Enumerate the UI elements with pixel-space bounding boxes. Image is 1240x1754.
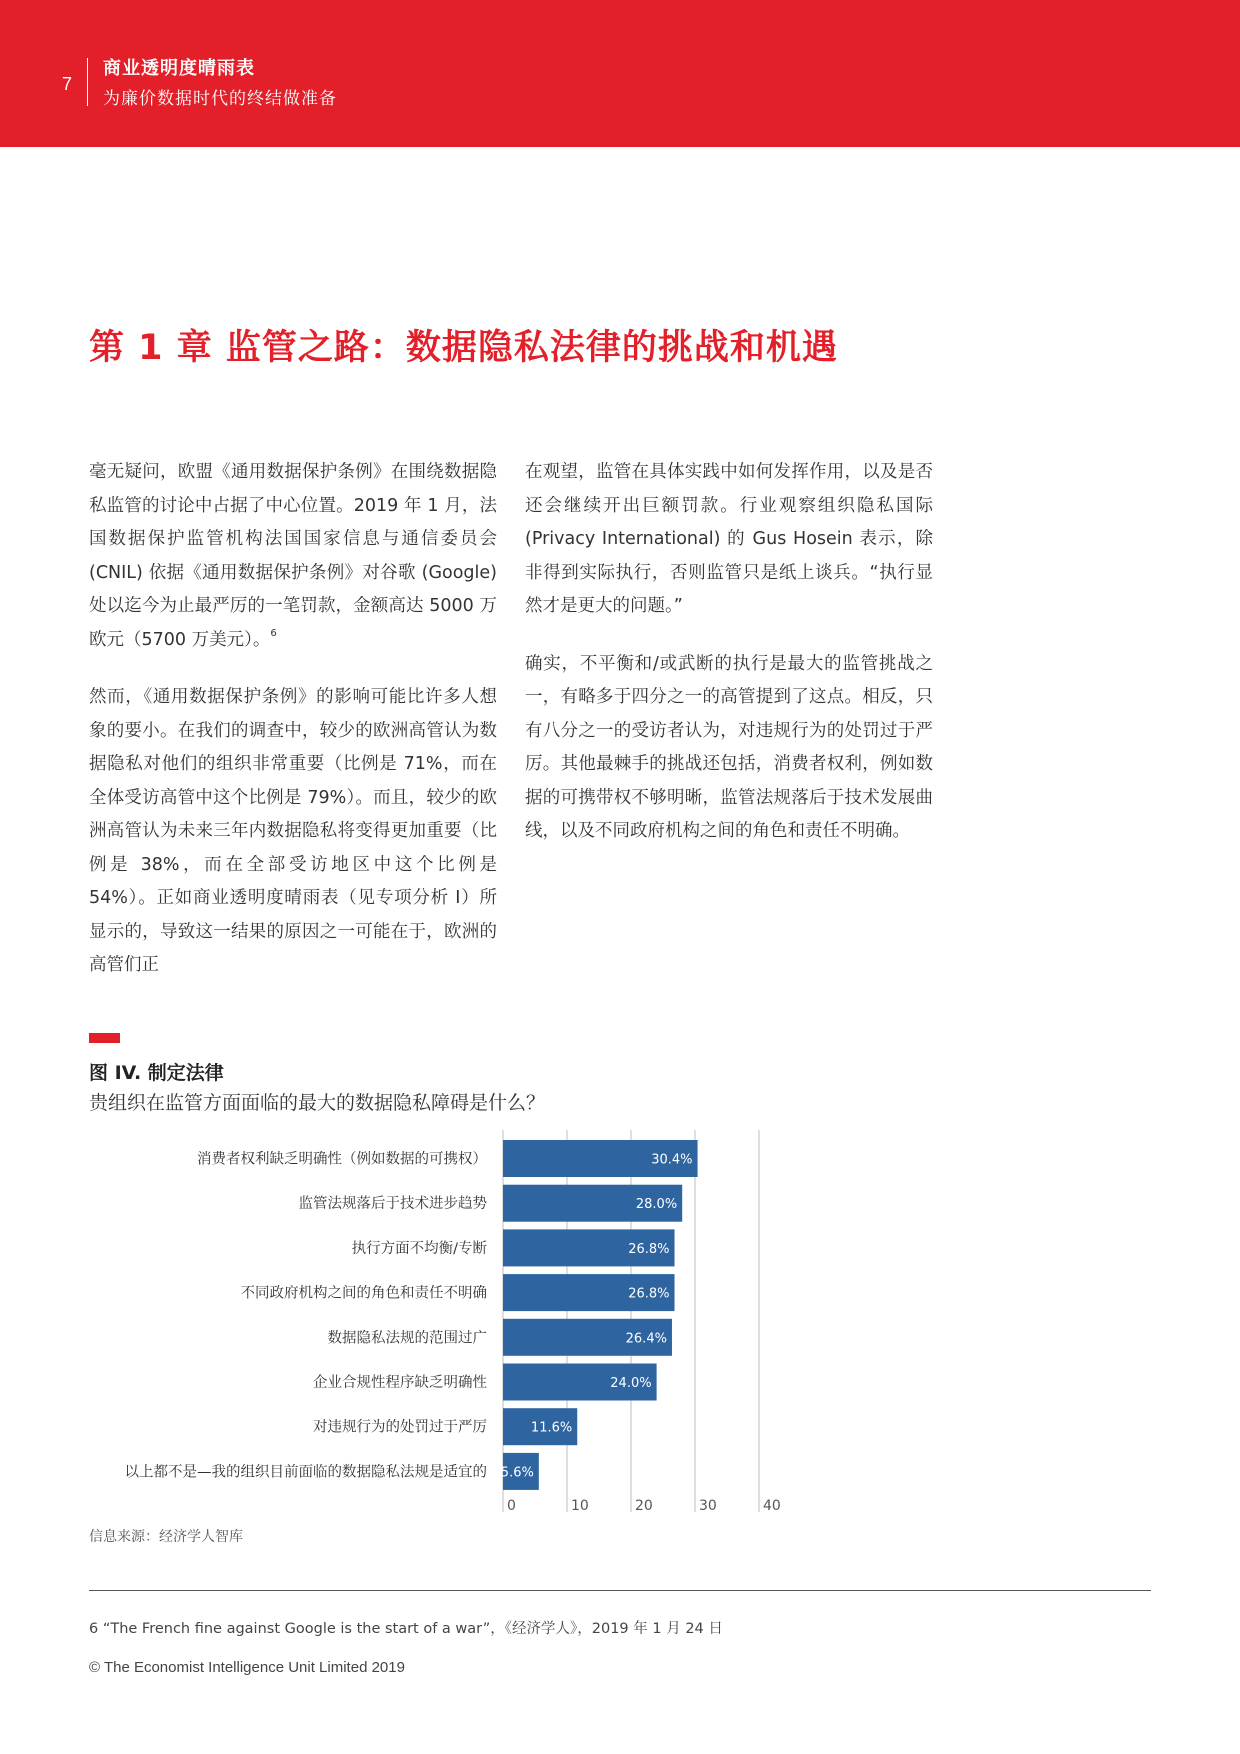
x-tick-label: 20 <box>635 1498 653 1514</box>
x-tick-label: 40 <box>763 1498 781 1514</box>
value-label: 30.4% <box>651 1152 693 1168</box>
figure-source: 信息来源：经济学人智库 <box>89 1529 243 1545</box>
report-title: 商业透明度晴雨表 <box>103 58 255 79</box>
figure-question: 贵组织在监管方面面临的最大的数据隐私障碍是什么？ <box>89 1092 546 1114</box>
category-label: 监管法规落后于技术进步趋势 <box>298 1196 487 1213</box>
value-label: 11.6% <box>530 1420 573 1436</box>
x-tick-label: 30 <box>699 1498 717 1514</box>
footer-divider <box>89 1590 1151 1591</box>
footnote: 6 “The French fine against Google is the start of a war”，《经济学人》，2019 年 1 月 24 日 <box>89 1621 723 1637</box>
category-label: 数据隐私法规的范围过广 <box>327 1330 487 1347</box>
body-column-right <box>525 456 933 873</box>
page-number: 7 <box>62 74 73 94</box>
value-label: 26.8% <box>628 1286 670 1302</box>
body-paragraph: 在观望，监管在具体实践中如何发挥作用，以及是否还会继续开出巨额罚款。行业观察组织隐私国际 (Privacy International) 的 Gus Hosein 表示，除非得到实际执行，否则监管只是纸上谈兵。“执行显然才是更大的问题。” <box>525 462 933 616</box>
category-label: 对违规行为的处罚过于严厉 <box>313 1419 487 1436</box>
page-header <box>0 0 1240 147</box>
copyright: © The Economist Intelligence Unit Limited 2019 <box>89 1659 405 1676</box>
value-label: 26.4% <box>625 1331 667 1347</box>
body-paragraph: 然而，《通用数据保护条例》的影响可能比许多人想象的要小。在我们的调查中，较少的欧洲高管认为数据隐私对他们的组织非常重要（比例是 71%，而在全体受访高管中这个比例是 79%）。而且，较少的欧洲高管认为未来三年内数据隐私将变得更加重要（比例是 38%，而在全部受访地区中这个比例是 54%）。正如商业透明度晴雨表（见专项分析 I）所显示的，导致这一结果的原因之一可能在于，欧洲的高管们正 <box>89 687 497 975</box>
body-column-left <box>89 456 497 1007</box>
paragraph-text: 毫无疑问，欧盟《通用数据保护条例》在围绕数据隐私监管的讨论中占据了中心位置。2019 年 1 月，法国数据保护监管机构法国国家信息与通信委员会 (CNIL) 依据《通用数据保护条例》对谷歌 (Google) 处以迄今为止最严厉的一笔罚款，金额高达 5000 万欧元（5700 万美元）。 <box>89 462 497 650</box>
figure-title: 图 IV. 制定法律 <box>89 1062 224 1084</box>
category-label: 以上都不是—我的组织目前面临的数据隐私法规是适宜的 <box>124 1464 487 1481</box>
footnote-ref[interactable]: 6 <box>270 627 277 639</box>
body-paragraph <box>89 456 497 657</box>
x-tick-label: 10 <box>571 1498 589 1514</box>
value-label: 28.0% <box>635 1197 678 1213</box>
figure-accent-bar <box>89 1033 120 1043</box>
category-label: 执行方面不均衡/专断 <box>351 1240 487 1257</box>
category-label: 消费者权利缺乏明确性（例如数据的可携权） <box>197 1151 487 1168</box>
category-label: 企业合规性程序缺乏明确性 <box>313 1375 487 1391</box>
value-label: 26.8% <box>628 1241 670 1257</box>
chapter-title: 第 1 章 监管之路：数据隐私法律的挑战和机遇 <box>89 328 838 368</box>
report-subtitle: 为廉价数据时代的终结做准备 <box>103 89 337 109</box>
category-label: 不同政府机构之间的角色和责任不明确 <box>240 1285 487 1302</box>
value-label: 5.6% <box>500 1465 534 1481</box>
header-divider <box>87 58 88 106</box>
bar-chart <box>0 1130 800 1520</box>
value-label: 24.0% <box>610 1376 652 1391</box>
x-tick-label: 0 <box>507 1498 516 1514</box>
body-paragraph: 确实，不平衡和/或武断的执行是最大的监管挑战之一，有略多于四分之一的高管提到了这点。相反，只有八分之一的受访者认为，对违规行为的处罚过于严厉。其他最棘手的挑战还包括，消费者权利，例如数据的可携带权不够明晰，监管法规落后于技术发展曲线，以及不同政府机构之间的角色和责任不明确。 <box>525 653 933 841</box>
